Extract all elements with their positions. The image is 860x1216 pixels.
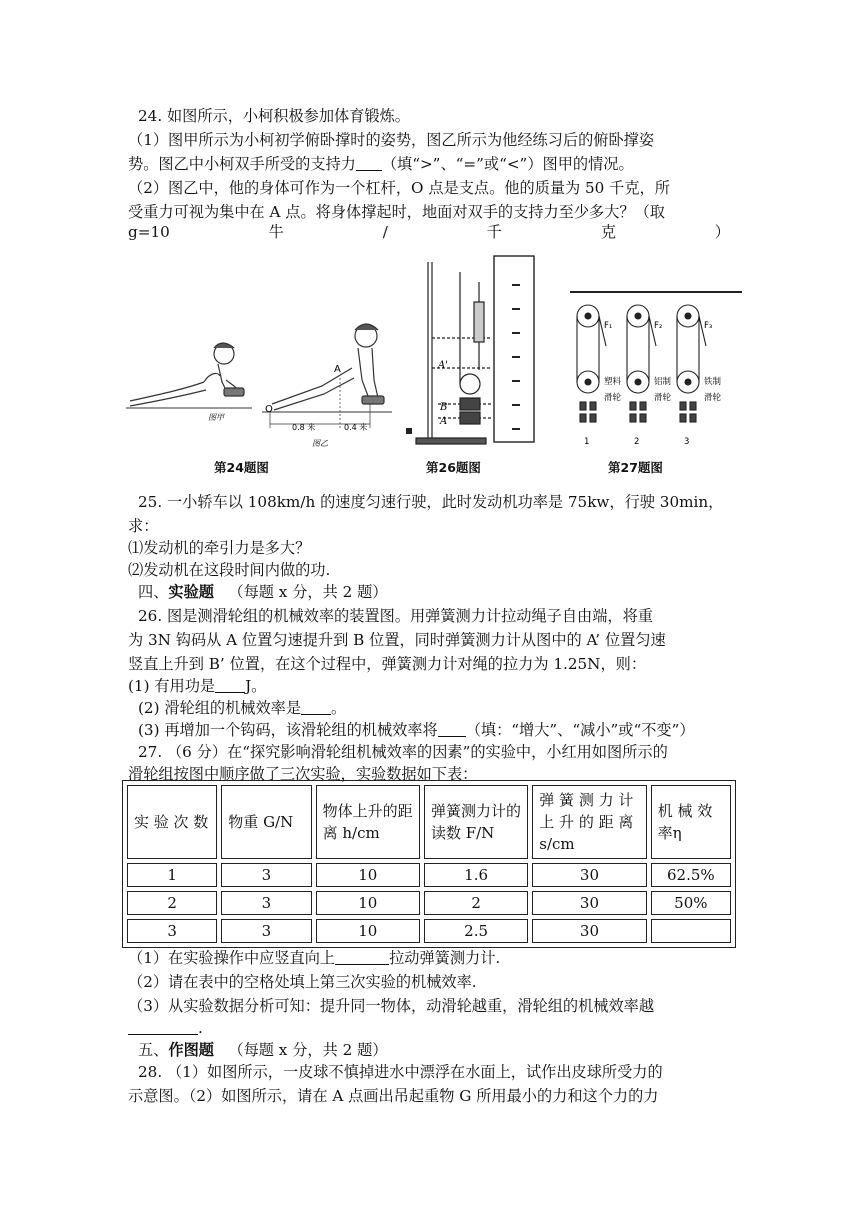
- figure-24-pushup: [122, 268, 402, 456]
- section-5-heading: [138, 1040, 748, 1060]
- q28-line-2: 示意图。（2）如图所示，请在 A 点画出吊起重物 G 所用最小的力和这个力的力: [128, 1087, 659, 1105]
- cell: 3: [221, 863, 311, 887]
- fig27-caption: 第27题图: [608, 460, 663, 475]
- q25-line-1: 25. 一小轿车以 108km/h 的速度匀速行驶，此时发动机功率是 75kw，行驶 30min，: [138, 493, 724, 511]
- table-row: [127, 891, 731, 915]
- cell: 2.5: [424, 919, 528, 943]
- q27-blank-1[interactable]: [335, 949, 389, 965]
- q27b-l1a: （1）在实验操作中应竖直向上: [128, 949, 336, 967]
- q24-l6-1: 牛: [268, 223, 284, 241]
- fig24-label-yi: 图乙: [312, 439, 328, 448]
- q26-l4a: (1) 有用功是: [128, 677, 216, 695]
- cell: 2: [127, 891, 217, 915]
- table-header-row: [127, 785, 731, 859]
- q27-sub-4: [128, 1018, 738, 1038]
- th-trial: 实 验 次 数: [127, 785, 217, 859]
- fig27-F2: F₂: [654, 321, 663, 331]
- cell: 30: [532, 863, 646, 887]
- fig26-caption: 第26题图: [426, 460, 481, 475]
- cell: 2: [424, 891, 528, 915]
- th-efficiency: 机 械 效 率η: [651, 785, 731, 859]
- fig26-label-A1: A': [438, 360, 448, 371]
- cell: 1.6: [424, 863, 528, 887]
- section-4-heading: [138, 582, 748, 602]
- th-distance: 弹 簧 测 力 计 上 升 的 距 离 s/cm: [532, 785, 646, 859]
- table-row: [127, 863, 731, 887]
- results-table: [122, 780, 736, 948]
- q27b-l1b: 拉动弹簧测力计.: [389, 949, 501, 967]
- q26-blank-2[interactable]: [301, 699, 331, 715]
- pulley-set-3: [677, 305, 706, 422]
- table-row: [127, 919, 731, 943]
- q24-l6-5: ）: [714, 223, 730, 241]
- q24-blank[interactable]: [356, 155, 382, 171]
- q24-line-4: （2）图乙中，他的身体可作为一个杠杆，O 点是支点。他的质量为 50 千克，所: [128, 179, 670, 197]
- q26-line-3: 竖直上升到 B’ 位置，在这个过程中，弹簧测力计对绳的拉力为 1.25N，则：: [128, 655, 647, 673]
- fig27-F3: F₃: [704, 321, 713, 331]
- q26-blank-1[interactable]: [215, 677, 245, 693]
- q27b-l4: .: [198, 1019, 203, 1037]
- sec5-num: 五、: [138, 1041, 169, 1059]
- fig27-n1: 1: [584, 437, 590, 447]
- q24-l6-3: 千: [486, 223, 502, 241]
- fig26-ruler-ticks: [512, 284, 520, 430]
- cell: 1: [127, 863, 217, 887]
- q26-line-5: [138, 698, 748, 718]
- fig24-label-jia: 图甲: [208, 413, 224, 422]
- sec4-num: 四、: [138, 583, 169, 601]
- q25-line-4: ⑵发动机在这段时间内做的功.: [128, 561, 331, 579]
- q24-line-1: 24. 如图所示，小柯积极参加体育锻炼。: [138, 107, 410, 125]
- q24-line-2: （1）图甲所示为小柯初学俯卧撑时的姿势，图乙所示为他经练习后的俯卧撑姿: [128, 131, 655, 149]
- q26-l4b: J。: [245, 677, 267, 695]
- figure-27-pulley-sets: [566, 286, 746, 452]
- th-weight: 物重 G/N: [221, 785, 311, 859]
- q27-line-1: 27. （6 分）在“探究影响滑轮组机械效率的因素”的实验中，小红用如图所示的: [138, 743, 668, 761]
- q24-line-5: 受重力可视为集中在 A 点。将身体撑起时，地面对双手的支持力至少多大？（取: [128, 203, 665, 221]
- fig27-m1a: 塑料: [604, 377, 622, 387]
- fig27-m2b: 滑轮: [654, 393, 672, 403]
- q26-line-2: 为 3N 钩码从 A 位置匀速提升到 B 位置，同时弹簧测力计从图中的 A’ 位置匀速: [128, 631, 666, 649]
- sec5-title: 作图题: [168, 1041, 214, 1059]
- q24-line-6: [128, 222, 730, 242]
- fig27-n3: 3: [684, 437, 690, 447]
- q27-sub-2: （2）请在表中的空格处填上第三次实验的机械效率.: [128, 973, 477, 991]
- sec4-note: （每题 x 分，共 2 题）: [228, 583, 388, 601]
- q24-l6-0: g=10: [128, 223, 170, 241]
- sec4-title: 实验题: [168, 583, 214, 601]
- q25-line-2: 求：: [128, 517, 159, 535]
- fig27-m3b: 滑轮: [704, 393, 722, 403]
- q26-l5b: 。: [331, 699, 347, 717]
- q28-line-1: 28. （1）如图所示，一皮球不慎掉进水中漂浮在水面上，试作出皮球所受力的: [138, 1063, 663, 1081]
- q24-l3-text-a: 势。图乙中小柯双手所受的支持力: [128, 155, 356, 173]
- figure-jia-body: [126, 343, 252, 408]
- fig27-m2a: 铝制: [654, 377, 672, 387]
- q24-line-3: [128, 154, 738, 174]
- th-height: 物体上升的距离 h/cm: [316, 785, 420, 859]
- cell: 10: [316, 919, 420, 943]
- cell: 50%: [651, 891, 731, 915]
- fig26-label-B: B: [440, 402, 448, 413]
- q26-line-6: [138, 720, 748, 740]
- q27-sub-1: [128, 948, 738, 968]
- q26-line-1: 26. 图是测滑轮组的机械效率的装置图。用弹簧测力计拉动绳子自由端，将重: [138, 607, 653, 625]
- fig24-label-A: A: [334, 364, 341, 375]
- pulley-set-2: [627, 305, 656, 422]
- figure-yi-body: [262, 324, 392, 428]
- q26-l6b: （填：“增大”、“减小”或“不变”）: [465, 721, 695, 739]
- cell: 3: [221, 891, 311, 915]
- q27-line-2: 滑轮组按图中顺序做了三次实验，实验数据如下表：: [128, 765, 478, 783]
- fig24-label-O: O: [265, 404, 273, 415]
- fig27-F1: F₁: [604, 321, 613, 331]
- q26-line-4: [128, 676, 738, 696]
- fig24-caption: 第24题图: [214, 460, 269, 475]
- fig27-m3a: 铁制: [704, 377, 722, 387]
- fig24-dim2: 0.4 米: [344, 423, 368, 432]
- fig27-n2: 2: [634, 437, 640, 447]
- q27-blank-2[interactable]: [128, 1019, 198, 1035]
- cell: 30: [532, 891, 646, 915]
- q24-l3-text-b: （填“>”、“=”或“<”）图甲的情况。: [381, 155, 634, 173]
- cell-empty-efficiency[interactable]: [651, 919, 731, 943]
- fig24-dim1: 0.8 米: [292, 423, 316, 432]
- cell: 10: [316, 863, 420, 887]
- fig26-label-A: A: [440, 416, 448, 427]
- figure-26-pulley-setup: [402, 252, 542, 452]
- q26-l6a: (3) 再增加一个钩码，该滑轮组的机械效率将: [138, 721, 438, 739]
- cell: 3: [127, 919, 217, 943]
- sec5-note: （每题 x 分，共 2 题）: [228, 1041, 388, 1059]
- cell: 62.5%: [651, 863, 731, 887]
- cell: 10: [316, 891, 420, 915]
- cell: 30: [532, 919, 646, 943]
- th-force: 弹簧测力计的读数 F/N: [424, 785, 528, 859]
- cell: 3: [221, 919, 311, 943]
- q24-l6-4: 克: [600, 223, 616, 241]
- q26-l5a: (2) 滑轮组的机械效率是: [138, 699, 302, 717]
- q24-l6-2: /: [382, 223, 388, 241]
- q26-blank-3[interactable]: [438, 721, 466, 737]
- q27-sub-3: （3）从实验数据分析可知：提升同一物体，动滑轮越重，滑轮组的机械效率越: [128, 997, 655, 1015]
- q25-line-3: ⑴发动机的牵引力是多大？: [128, 539, 311, 557]
- fig27-m1b: 滑轮: [604, 393, 622, 403]
- pulley-set-1: [577, 305, 606, 422]
